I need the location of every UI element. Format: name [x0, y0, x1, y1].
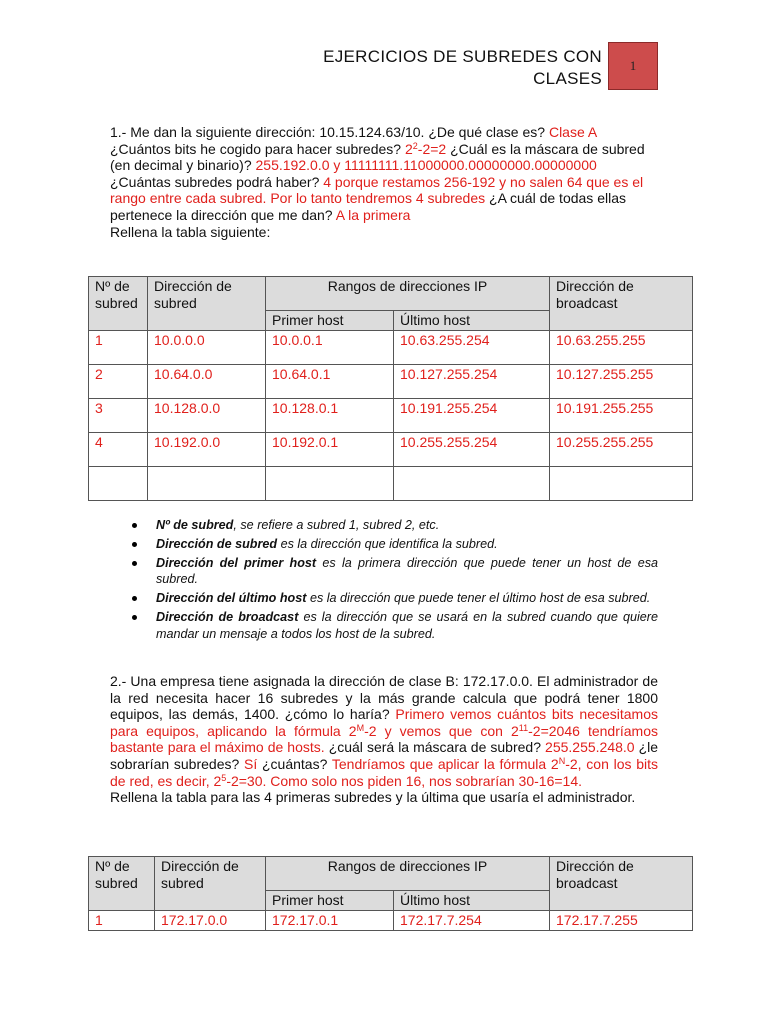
ex1-answer-4: 4 porque restamos 256-192 y no salen 64 que es el rango entre cada subred. Por lo tanto tendremos 4 subredes — [110, 173, 644, 207]
ex1-question-5: ¿A cuál de todas ellas pertenece la dirección que me dan? — [110, 190, 626, 223]
cell-subnet-address: 10.64.0.0 — [148, 365, 266, 399]
cell-first-host: 10.64.0.1 — [266, 365, 394, 399]
list-item — [130, 517, 658, 534]
ex2-answer-4-part-2: -2, con los bits de red, es decir, 2 — [110, 755, 659, 789]
definition-text: es la primera dirección que puede tener un host de esa subred. — [156, 555, 658, 587]
cell-first-host: 172.17.0.1 — [266, 911, 394, 931]
ex2-answer-1-exp-2: 11 — [518, 722, 529, 733]
bullet-icon — [132, 561, 137, 566]
cell-broadcast: 10.191.255.255 — [550, 399, 693, 433]
cell-broadcast: 172.17.7.255 — [550, 911, 693, 931]
cell-subnet-no: 1 — [89, 331, 148, 365]
header-subnet-no: Nº de subred — [89, 277, 148, 331]
ex1-answer-2-base: 2 — [404, 140, 413, 157]
ex2-instruction: Rellena la tabla para las 4 primeras subredes y la última que usaría el administrador. — [110, 789, 636, 806]
cell-subnet-address: 10.0.0.0 — [148, 331, 266, 365]
header-subnet-address: Dirección de subred — [155, 857, 266, 911]
cell-subnet-address: 172.17.0.0 — [155, 911, 266, 931]
cell-last-host — [394, 467, 550, 501]
header-subnet-address: Dirección de subred — [148, 277, 266, 331]
ex1-instruction: Rellena la tabla siguiente: — [110, 223, 271, 240]
page-number-box — [608, 42, 658, 90]
cell-last-host: 172.17.7.254 — [394, 911, 550, 931]
ex2-answer-1-exp-1: M — [356, 722, 365, 733]
ex2-answer-3: Sí — [244, 755, 258, 772]
list-item — [130, 609, 658, 643]
list-item — [130, 590, 658, 607]
definition-text: es la dirección que identifica la subred. — [277, 536, 498, 551]
bullet-icon — [132, 596, 137, 601]
cell-subnet-no: 1 — [89, 911, 155, 931]
cell-broadcast — [550, 467, 693, 501]
definition-text: es la dirección que puede tener el último host de esa subred. — [306, 591, 651, 606]
page-number: 1 — [629, 58, 637, 73]
ex1-question-3: ¿Cuál es la máscara de subred (en decimal y binario)? — [110, 140, 645, 174]
ex1-answer-2-rest: -2=2 — [417, 140, 447, 157]
ex2-answer-1-part-3: -2=2046 tendríamos bastante para el máximo de hosts. — [110, 722, 658, 756]
header-ip-range: Rangos de direcciones IP — [266, 857, 550, 891]
cell-last-host: 10.255.255.254 — [394, 433, 550, 467]
ex2-answer-4-exp-2: 5 — [221, 772, 227, 783]
ex2-answer-4-part-1: Tendríamos que aplicar la fórmula 2 — [331, 755, 559, 772]
ex2-answer-1-part-1: Primero vemos cuántos bits necesitamos para equipos, aplicando la fórmula 2 — [110, 706, 659, 739]
ex2-answer-1-part-2: -2 y vemos que con 2 — [364, 722, 519, 739]
document-title — [272, 46, 602, 90]
title-line-1: EJERCICIOS DE SUBREDES CON — [323, 47, 602, 66]
header-ip-range: Rangos de direcciones IP — [266, 277, 550, 311]
ex1-answer-1: Clase A — [548, 124, 597, 140]
header-last-host: Último host — [394, 891, 550, 911]
subnet-table-2 — [88, 856, 693, 931]
definition-text: es la dirección que se usará en la subred cuando que quiere mandar un mensaje a todos los host de la subred. — [156, 609, 658, 641]
definition-term: Dirección de subred — [156, 536, 278, 551]
cell-last-host: 10.191.255.254 — [394, 399, 550, 433]
header-last-host: Último host — [394, 311, 550, 331]
bullet-icon — [132, 615, 137, 620]
definition-term: Dirección del último host — [156, 591, 307, 606]
cell-broadcast: 10.127.255.255 — [550, 365, 693, 399]
definition-text: , se refiere a subred 1, subred 2, etc. — [233, 518, 440, 532]
definition-term: Dirección del primer host — [156, 555, 317, 570]
subnet-table-1 — [88, 276, 693, 501]
header-first-host: Primer host — [266, 891, 394, 911]
cell-subnet-address: 10.192.0.0 — [148, 433, 266, 467]
cell-last-host: 10.127.255.254 — [394, 365, 550, 399]
cell-subnet-no — [89, 467, 148, 501]
cell-first-host: 10.0.0.1 — [266, 331, 394, 365]
list-item — [130, 536, 658, 553]
cell-broadcast: 10.255.255.255 — [550, 433, 693, 467]
header-subnet-no: Nº de subred — [89, 857, 155, 911]
cell-last-host: 10.63.255.254 — [394, 331, 550, 365]
title-line-2: CLASES — [533, 69, 602, 88]
cell-first-host — [266, 467, 394, 501]
ex2-question-4: ¿cuántas? — [262, 755, 328, 772]
ex2-answer-4-exp-1: N — [558, 755, 566, 766]
ex1-answer-2 — [405, 141, 446, 157]
ex2-question-3: ¿le sobrarían subredes? — [110, 739, 659, 772]
ex1-answer-3: 255.192.0.0 y 11111111.11000000.00000000.00000000 — [255, 157, 597, 174]
table-row — [89, 365, 693, 399]
ex2-answer-4-part-3: -2=30. Como solo nos piden 16, nos sobrarían 30-16=14. — [226, 772, 582, 789]
table-row — [89, 433, 693, 467]
cell-subnet-no: 2 — [89, 365, 148, 399]
ex1-question-1: 1.- Me dan la siguiente dirección: 10.15.124.63/10. ¿De qué clase es? — [110, 124, 546, 140]
ex2-question-1: 2.- Una empresa tiene asignada la dirección de clase B: 172.17.0.0. El administrador de la red necesita hacer 16 subredes y la más grande calcula que podrá tener 1800 equipos, las demás, 1400. ¿cómo lo haría? — [110, 673, 658, 723]
header-broadcast: Dirección de broadcast — [550, 277, 693, 331]
ex1-question-2: ¿Cuántos bits he cogido para hacer subredes? — [110, 140, 402, 157]
ex1-answer-2-exp: 2 — [412, 140, 418, 151]
list-item — [130, 555, 658, 589]
definition-term: Dirección de broadcast — [156, 609, 299, 624]
header-first-host: Primer host — [266, 311, 394, 331]
cell-first-host: 10.128.0.1 — [266, 399, 394, 433]
table-row — [89, 331, 693, 365]
table-row — [89, 467, 693, 501]
definitions-list — [130, 517, 658, 645]
table-row — [89, 911, 693, 931]
bullet-icon — [132, 523, 137, 528]
ex1-question-4: ¿Cuántas subredes podrá haber? — [110, 173, 320, 190]
cell-broadcast: 10.63.255.255 — [550, 331, 693, 365]
table-row — [89, 399, 693, 433]
ex2-answer-2: 255.255.248.0 — [545, 739, 635, 756]
header-broadcast: Dirección de broadcast — [550, 857, 693, 911]
cell-subnet-no: 3 — [89, 399, 148, 433]
exercise-1-text — [110, 124, 658, 240]
ex1-answer-5: A la primera — [335, 206, 411, 223]
cell-subnet-address: 10.128.0.0 — [148, 399, 266, 433]
cell-subnet-no: 4 — [89, 433, 148, 467]
bullet-icon — [132, 542, 137, 547]
ex2-question-2: ¿cuál será la máscara de subred? — [328, 739, 541, 756]
cell-subnet-address — [148, 467, 266, 501]
cell-first-host: 10.192.0.1 — [266, 433, 394, 467]
exercise-2-text — [110, 673, 658, 806]
definition-term: Nº de subred — [156, 518, 234, 532]
